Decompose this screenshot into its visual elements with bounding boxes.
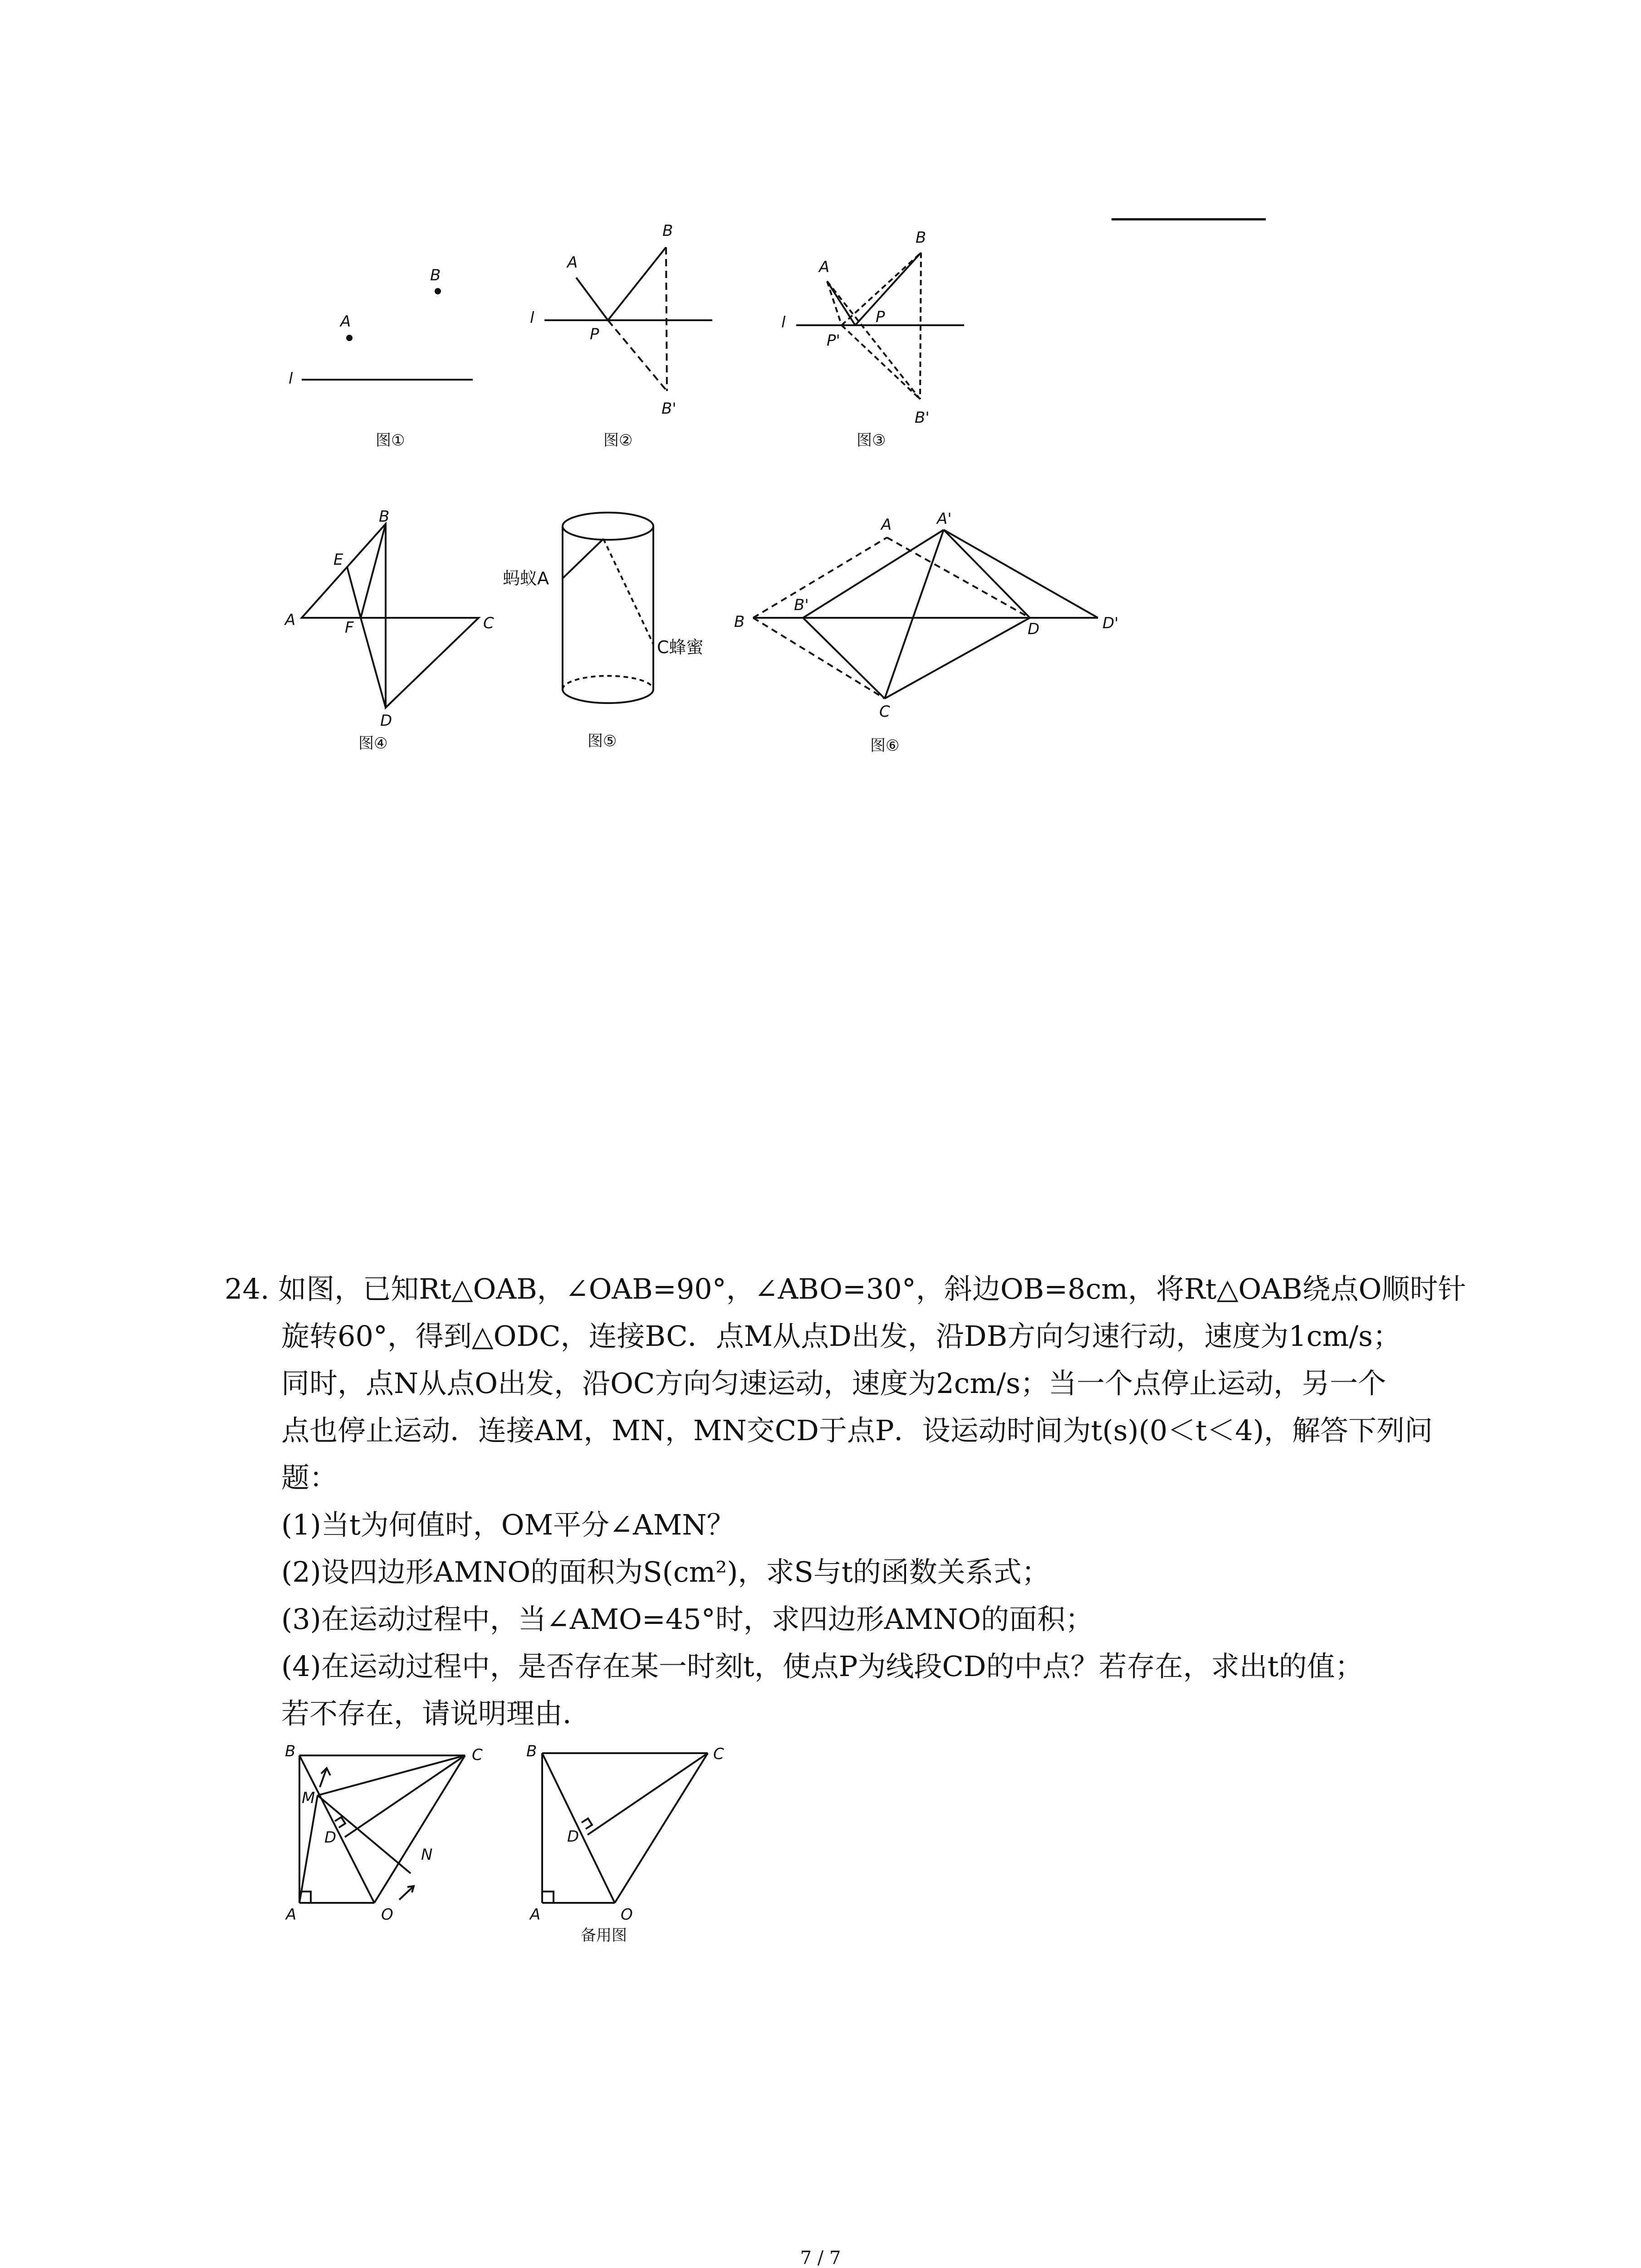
svg-text:A: A: [819, 258, 830, 276]
svg-text:B: B: [379, 508, 390, 526]
svg-text:F: F: [345, 619, 354, 637]
question-line-4: 点也停止运动．连接AM，MN，MN交CD于点P．设运动时间为t(s)(0＜t＜4)，解答下列问: [281, 1414, 1433, 1447]
question-line-5: 题：: [281, 1461, 338, 1494]
svg-text:B': B': [915, 409, 930, 427]
svg-text:B: B: [285, 1742, 296, 1760]
svg-text:A: A: [567, 254, 578, 272]
svg-text:l: l: [530, 309, 534, 327]
svg-text:N: N: [421, 1846, 433, 1864]
svg-text:D: D: [324, 1828, 337, 1847]
svg-text:P': P': [827, 332, 840, 350]
svg-text:B: B: [662, 222, 673, 240]
question-line-3: 同时，点N从点O出发，沿OC方向匀速运动，速度为2cm/s；当一个点停止运动，另一个: [281, 1367, 1386, 1400]
svg-text:C: C: [713, 1745, 724, 1763]
svg-text:C: C: [879, 703, 890, 721]
svg-text:A: A: [285, 611, 296, 629]
svg-text:P: P: [590, 325, 599, 343]
svg-text:B: B: [916, 229, 926, 247]
svg-text:图①: 图①: [376, 431, 405, 450]
svg-text:O: O: [621, 1906, 633, 1924]
question-line-1: 24. 如图，已知Rt△OAB，∠OAB=90°，∠ABO=30°，斜边OB=8cm，将Rt△OAB绕点O顺时针: [225, 1272, 1466, 1305]
svg-text:B: B: [526, 1742, 537, 1760]
svg-text:图⑥: 图⑥: [870, 737, 900, 755]
svg-text:图⑤: 图⑤: [588, 732, 617, 750]
question-part-4-cont: 若不存在，请说明理由．: [281, 1697, 591, 1730]
svg-text:A: A: [881, 516, 892, 534]
svg-text:D: D: [380, 712, 392, 730]
svg-text:图②: 图②: [603, 431, 633, 450]
svg-text:B: B: [430, 266, 441, 284]
svg-text:l: l: [289, 370, 293, 388]
svg-text:A': A': [937, 510, 952, 528]
svg-text:D': D': [1102, 614, 1119, 632]
svg-text:D: D: [567, 1828, 579, 1846]
svg-text:D: D: [1028, 620, 1040, 638]
svg-text:A: A: [530, 1906, 541, 1924]
question-part-4: (4)在运动过程中，是否存在某一时刻t，使点P为线段CD的中点？若存在，求出t的值；: [281, 1650, 1363, 1683]
svg-text:蚂蚁A: 蚂蚁A: [503, 568, 549, 588]
svg-text:B: B: [734, 613, 745, 631]
question-part-1: (1)当t为何值时，OM平分∠AMN？: [281, 1508, 735, 1541]
question-part-2: (2)设四边形AMNO的面积为S(cm²)，求S与t的函数关系式；: [281, 1555, 1050, 1589]
svg-text:A: A: [340, 313, 351, 331]
svg-text:O: O: [381, 1906, 393, 1924]
svg-text:C蜂蜜: C蜂蜜: [657, 637, 704, 657]
svg-text:备用图: 备用图: [581, 1926, 627, 1945]
figure-q24-spare: [526, 1742, 724, 1945]
svg-text:P: P: [876, 308, 885, 326]
svg-text:A: A: [286, 1906, 297, 1924]
figure-q24-main: [285, 1742, 483, 1924]
page-number: 7 / 7: [800, 2248, 841, 2268]
svg-text:B': B': [794, 596, 809, 614]
question-part-3: (3)在运动过程中，当∠AMO=45°时，求四边形AMNO的面积；: [281, 1603, 1094, 1636]
svg-text:图④: 图④: [358, 734, 388, 753]
svg-text:M: M: [302, 1789, 315, 1807]
svg-text:l: l: [781, 313, 786, 332]
svg-text:C: C: [483, 614, 494, 632]
svg-text:B': B': [661, 400, 676, 418]
svg-text:E: E: [333, 551, 343, 569]
question-line-2: 旋转60°，得到△ODC，连接BC．点M从点D出发，沿DB方向匀速行动，速度为1cm/s；: [281, 1320, 1401, 1353]
svg-text:C: C: [472, 1746, 483, 1764]
svg-text:图③: 图③: [857, 431, 886, 450]
